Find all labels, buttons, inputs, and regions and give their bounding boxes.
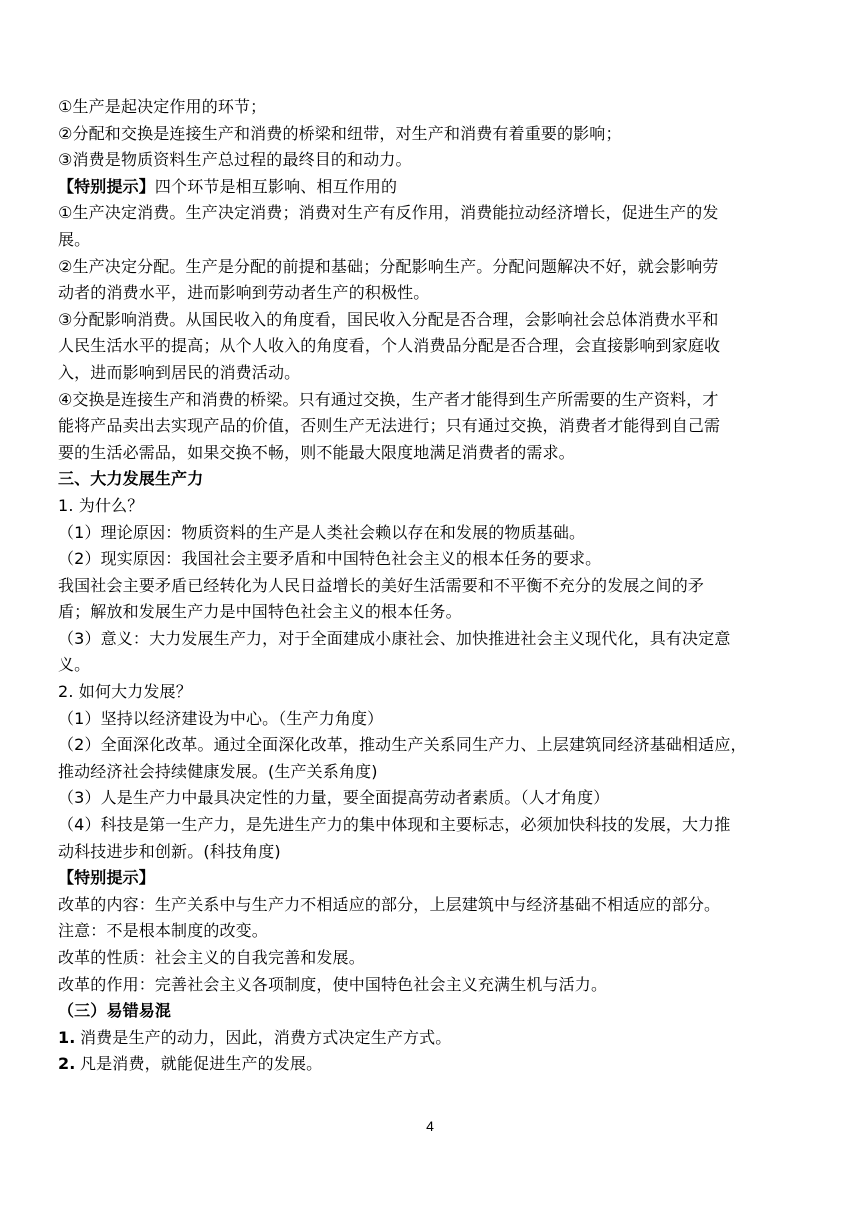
text-line: ②分配和交换是连接生产和消费的桥梁和纽带，对生产和消费有着重要的影响； [58, 123, 622, 143]
text-line: ②生产决定分配。生产是分配的前提和基础；分配影响生产。分配问题解决不好，就会影响劳 [58, 256, 719, 276]
text-line: 注意：不是根本制度的改变。 [58, 921, 268, 941]
section-heading: 三、大力发展生产力 [58, 469, 204, 489]
list-number: 2. [58, 1054, 76, 1074]
text-line: 改革的内容：生产关系中与生产力不相适应的部分，上层建筑中与经济基础不相适应的部分。 [58, 894, 721, 914]
text-line: 推动经济社会持续健康发展。(生产关系角度) [58, 761, 378, 781]
page-number: 4 [426, 1118, 434, 1134]
tip-label: 【特别提示】 [58, 176, 155, 196]
list-item [58, 1025, 803, 1052]
text-line: 人民生活水平的提高；从个人收入的角度看，个人消费品分配是否合理，会直接影响到家庭收 [58, 336, 721, 356]
text-line: （3）意义：大力发展生产力，对于全面建成小康社会、加快推进社会主义现代化，具有决定意 [58, 628, 731, 648]
text-line: 动科技进步和创新。(科技角度) [58, 841, 281, 861]
text-line: 改革的作用：完善社会主义各项制度，使中国特色社会主义充满生机与活力。 [58, 974, 608, 994]
text-line: （3）人是生产力中最具决定性的力量，要全面提高劳动者素质。（人才角度） [58, 788, 610, 808]
text-line: 2. 如何大力发展？ [58, 682, 192, 702]
text-line: ③分配影响消费。从国民收入的角度看，国民收入分配是否合理，会影响社会总体消费水平和 [58, 309, 719, 329]
text-line: 能将产品卖出去实现产品的价值，否则生产无法进行；只有通过交换，消费者才能得到自己需 [58, 416, 721, 436]
text-line: ①生产是起决定作用的环节； [58, 97, 267, 116]
text-line: 入，进而影响到居民的消费活动。 [58, 362, 301, 382]
text-line: 动者的消费水平，进而影响到劳动者生产的积极性。 [58, 283, 430, 303]
list-number: 1. [58, 1027, 76, 1047]
section-heading: （三）易错易混 [58, 1001, 172, 1021]
tip-text: 四个环节是相互影响、相互作用的 [154, 176, 398, 196]
text-line: ④交换是连接生产和消费的桥梁。只有通过交换，生产者才能得到生产所需要的生产资料，才 [58, 389, 719, 409]
text-line: 改革的性质：社会主义的自我完善和发展。 [58, 948, 365, 967]
text-line: （4）科技是第一生产力，是先进生产力的集中体现和主要标志，必须加快科技的发展，大力推 [58, 815, 731, 835]
text-line: ①生产决定消费。生产决定消费；消费对生产有反作用，消费能拉动经济增长，促进生产的发 [58, 203, 719, 223]
list-text: 消费是生产的动力，因此，消费方式决定生产方式。 [80, 1027, 452, 1047]
text-line: 1. 为什么？ [58, 495, 144, 515]
text-line: （1）理论原因：物质资料的生产是人类社会赖以存在和发展的物质基础。 [58, 522, 586, 542]
tip-heading: 【特别提示】 [58, 868, 155, 888]
list-text: 凡是消费，就能促进生产的发展。 [80, 1054, 323, 1074]
tip-line [58, 174, 803, 201]
text-line: 我国社会主要矛盾已经转化为人民日益增长的美好生活需要和不平衡不充分的发展之间的矛 [58, 575, 705, 595]
document-body [58, 94, 803, 1078]
text-line: （1）坚持以经济建设为中心。（生产力角度） [58, 708, 384, 728]
text-line: 展。 [58, 229, 91, 249]
text-line: （2）全面深化改革。通过全面深化改革，推动生产关系同生产力、上层建筑同经济基础相适应， [58, 735, 747, 755]
text-line: （2）现实原因：我国社会主要矛盾和中国特色社会主义的根本任务的要求。 [58, 549, 602, 569]
text-line: 盾；解放和发展生产力是中国特色社会主义的根本任务。 [58, 602, 462, 622]
text-line: 义。 [58, 655, 91, 675]
list-item [58, 1051, 803, 1078]
text-line: ③消费是物质资料生产总过程的最终目的和动力。 [58, 150, 412, 170]
text-line: 要的生活必需品，如果交换不畅，则不能最大限度地满足消费者的需求。 [58, 442, 575, 462]
